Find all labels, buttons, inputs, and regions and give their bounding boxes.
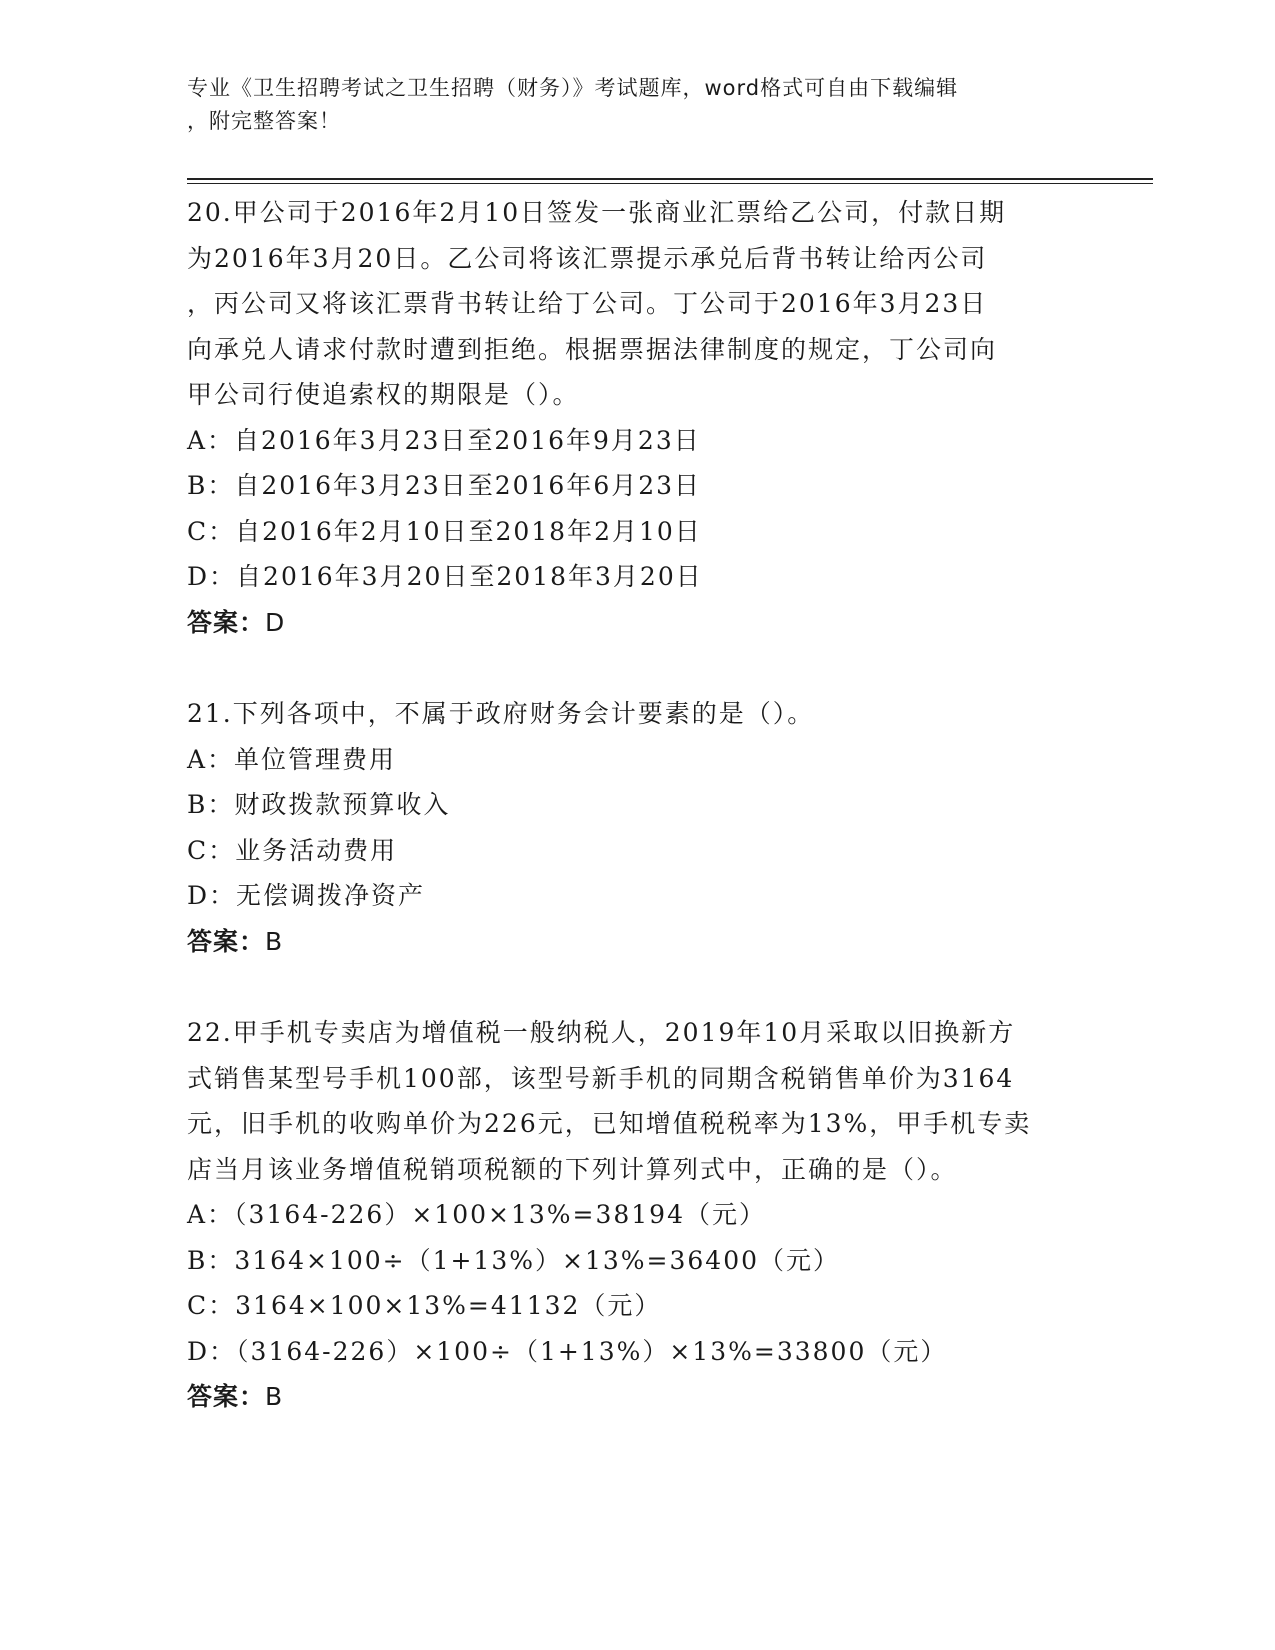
option-b: B：财政拨款预算收入 (187, 790, 451, 819)
question-text-line: 向承兑人请求付款时遭到拒绝。根据票据法律制度的规定，丁公司向 (187, 334, 998, 364)
question-text-line: 元，旧手机的收购单价为226元，已知增值税税率为13%，甲手机专卖 (187, 1109, 1032, 1138)
answer-line (187, 1374, 1087, 1420)
question-spacer (187, 645, 1087, 691)
answer-value: B (265, 926, 284, 956)
answer-label: 答案： (187, 607, 266, 637)
header-line-1: 专业《卫生招聘考试之卫生招聘（财务）》考试题库，word格式可自由下载编辑 (187, 76, 959, 100)
question-text-line: ，丙公司又将该汇票背书转让给丁公司。丁公司于2016年3月23日 (187, 289, 988, 318)
header-divider-thin (187, 183, 1153, 184)
header-line-2: ，附完整答案！ (187, 109, 341, 133)
option-c: C：业务活动费用 (187, 835, 398, 865)
header-divider-thick (187, 178, 1153, 180)
question-22 (187, 1010, 1087, 1420)
option-b: B：自2016年3月23日至2016年6月23日 (187, 471, 702, 500)
question-text-line: 21.下列各项中，不属于政府财务会计要素的是（）。 (187, 699, 815, 728)
question-list (187, 190, 1087, 1420)
question-text-line: 20.甲公司于2016年2月10日签发一张商业汇票给乙公司，付款日期 (187, 198, 1007, 227)
option-b: B：3164×100÷（1+13%）×13%=36400（元） (187, 1245, 841, 1275)
option-d: D：无偿调拨净资产 (187, 881, 426, 910)
answer-value: D (265, 607, 286, 637)
answer-label: 答案： (187, 1382, 266, 1411)
answer-line (187, 600, 1087, 646)
answer-line (187, 919, 1087, 965)
question-text-line: 甲公司行使追索权的期限是（）。 (187, 380, 580, 409)
option-a: A：自2016年3月23日至2016年9月23日 (187, 425, 701, 455)
question-20 (187, 190, 1087, 645)
option-c: C：自2016年2月10日至2018年2月10日 (187, 516, 702, 546)
option-a: A：（3164-226）×100×13%=38194（元） (187, 1200, 766, 1229)
question-text-line: 为2016年3月20日。乙公司将该汇票提示承兑后背书转让给丙公司 (187, 243, 988, 273)
question-text-line: 22.甲手机专卖店为增值税一般纳税人，2019年10月采取以旧换新方 (187, 1018, 1016, 1047)
question-text-line: 店当月该业务增值税销项税额的下列计算列式中，正确的是（）。 (187, 1154, 958, 1184)
option-c: C：3164×100×13%=41132（元） (187, 1291, 662, 1320)
question-21 (187, 691, 1087, 964)
answer-value: B (265, 1382, 284, 1411)
answer-label: 答案： (187, 926, 266, 956)
document-header (187, 72, 1087, 138)
option-a: A：单位管理费用 (187, 744, 397, 774)
option-d: D：自2016年3月20日至2018年3月20日 (187, 562, 703, 591)
option-d: D：（3164-226）×100÷（1+13%）×13%=33800（元） (187, 1336, 948, 1366)
question-text-line: 式销售某型号手机100部，该型号新手机的同期含税销售单价为3164 (187, 1063, 1015, 1093)
question-spacer (187, 964, 1087, 1010)
